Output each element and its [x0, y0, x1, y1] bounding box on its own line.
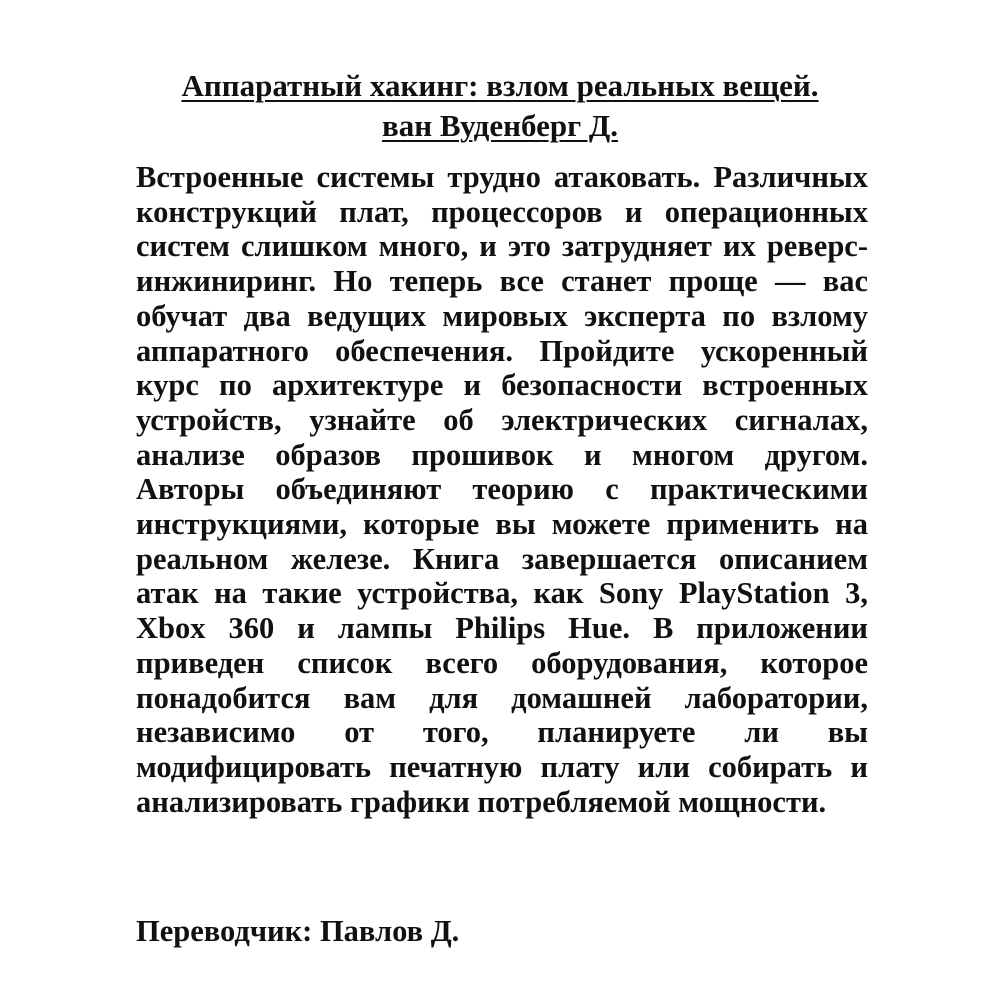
- description-line: атак на такие устройства, как Sony PlayStation 3,: [136, 576, 868, 611]
- translator-credit: Переводчик: Павлов Д.: [136, 914, 460, 948]
- description-line: инструкциями, которые вы можете применить на: [136, 507, 868, 542]
- description-line: конструкций плат, процессоров и операционных: [136, 194, 868, 229]
- description-line: инжиниринг. Но теперь все станет проще — вас: [136, 264, 868, 299]
- description-line: устройств, узнайте об электрических сигналах,: [136, 402, 868, 437]
- description-line: Xbox 360 и лампы Philips Hue. В приложении: [136, 611, 868, 646]
- description-line: систем слишком много, и это затрудняет их реверс-: [136, 229, 868, 264]
- book-title: [0, 66, 1000, 146]
- book-description: [136, 160, 868, 819]
- description-line: Авторы объединяют теорию с практическими: [136, 472, 868, 507]
- description-line: Встроенные системы трудно атаковать. Различных: [136, 160, 868, 194]
- description-line: курс по архитектуре и безопасности встроенных: [136, 368, 868, 403]
- author-line: ван Вуденберг Д.: [382, 108, 618, 143]
- description-line: анализировать графики потребляемой мощности.: [136, 784, 827, 819]
- description-line: реальном железе. Книга завершается описанием: [136, 541, 868, 576]
- description-line: приведен список всего оборудования, которое: [136, 645, 868, 680]
- description-line: модифицировать печатную плату или собирать и: [136, 749, 868, 784]
- description-line: анализе образов прошивок и многом другом.: [136, 437, 868, 472]
- description-line: аппаратного обеспечения. Пройдите ускоренный: [136, 333, 868, 368]
- description-line: независимо от того, планируете ли вы: [136, 715, 868, 750]
- description-line: понадобится вам для домашней лаборатории,: [136, 680, 868, 715]
- title-line: Аппаратный хакинг: взлом реальных вещей.: [181, 68, 819, 103]
- description-line: обучат два ведущих мировых эксперта по взлому: [136, 298, 868, 333]
